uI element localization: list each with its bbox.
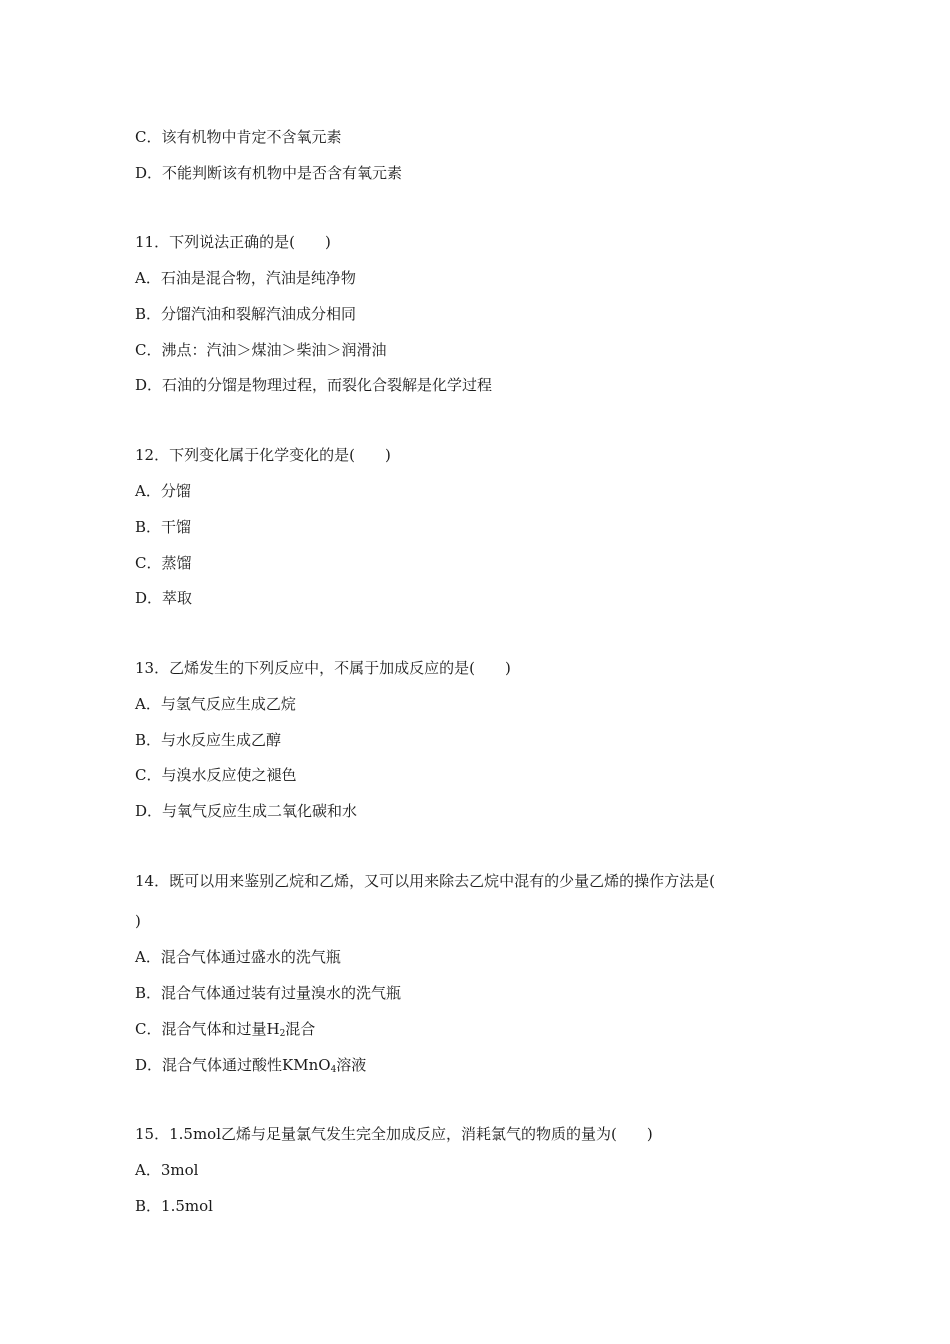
q13-option-d: D．与氧气反应生成二氧化碳和水 — [135, 802, 358, 820]
q12-option-b: B．干馏 — [135, 518, 192, 536]
q13-option-a: A．与氢气反应生成乙烷 — [135, 695, 296, 713]
q14-option-c — [135, 1019, 315, 1039]
q13-option-b: B．与水反应生成乙醇 — [135, 731, 282, 749]
q15-option-a: A．3mol — [135, 1161, 199, 1179]
q11-option-c: C．沸点：汽油＞煤油＞柴油＞润滑油 — [135, 341, 387, 359]
q10-option-d: D．不能判断该有机物中是否含有氧元素 — [135, 164, 403, 182]
q14-option-d-text-end: 溶液 — [336, 1056, 367, 1074]
q11-stem: 11．下列说法正确的是( ) — [135, 233, 331, 251]
q14-option-c-text-end: 混合 — [285, 1020, 316, 1038]
q15-option-b: B．1.5mol — [135, 1197, 213, 1215]
q14-option-c-text: C．混合气体和过量H — [135, 1020, 280, 1038]
q14-stem-line1: 14．既可以用来鉴别乙烷和乙烯，又可以用来除去乙烷中混有的少量乙烯的操作方法是( — [135, 872, 715, 890]
q14-option-c-subscript: 2 — [279, 1029, 286, 1039]
q15-stem: 15．1.5mol乙烯与足量氯气发生完全加成反应，消耗氯气的物质的量为( ) — [135, 1125, 653, 1143]
q14-option-d — [135, 1055, 366, 1075]
q11-option-b: B．分馏汽油和裂解汽油成分相同 — [135, 305, 357, 323]
q12-option-d: D．萃取 — [135, 589, 193, 607]
q14-option-b: B．混合气体通过装有过量溴水的洗气瓶 — [135, 984, 402, 1002]
q11-option-a: A．石油是混合物，汽油是纯净物 — [135, 269, 356, 287]
q14-option-a: A．混合气体通过盛水的洗气瓶 — [135, 948, 341, 966]
q12-option-c: C．蒸馏 — [135, 554, 192, 572]
q10-option-c: C．该有机物中肯定不含氧元素 — [135, 128, 342, 146]
q12-stem: 12．下列变化属于化学变化的是( ) — [135, 446, 391, 464]
q14-stem-line2: ) — [135, 912, 141, 930]
q11-option-d: D．石油的分馏是物理过程，而裂化合裂解是化学过程 — [135, 376, 493, 394]
q14-option-d-subscript: 4 — [330, 1065, 337, 1075]
q12-option-a: A．分馏 — [135, 482, 191, 500]
q13-option-c: C．与溴水反应使之褪色 — [135, 766, 297, 784]
q14-option-d-text: D．混合气体通过酸性KMnO — [135, 1056, 331, 1074]
q13-stem: 13．乙烯发生的下列反应中，不属于加成反应的是( ) — [135, 659, 511, 677]
